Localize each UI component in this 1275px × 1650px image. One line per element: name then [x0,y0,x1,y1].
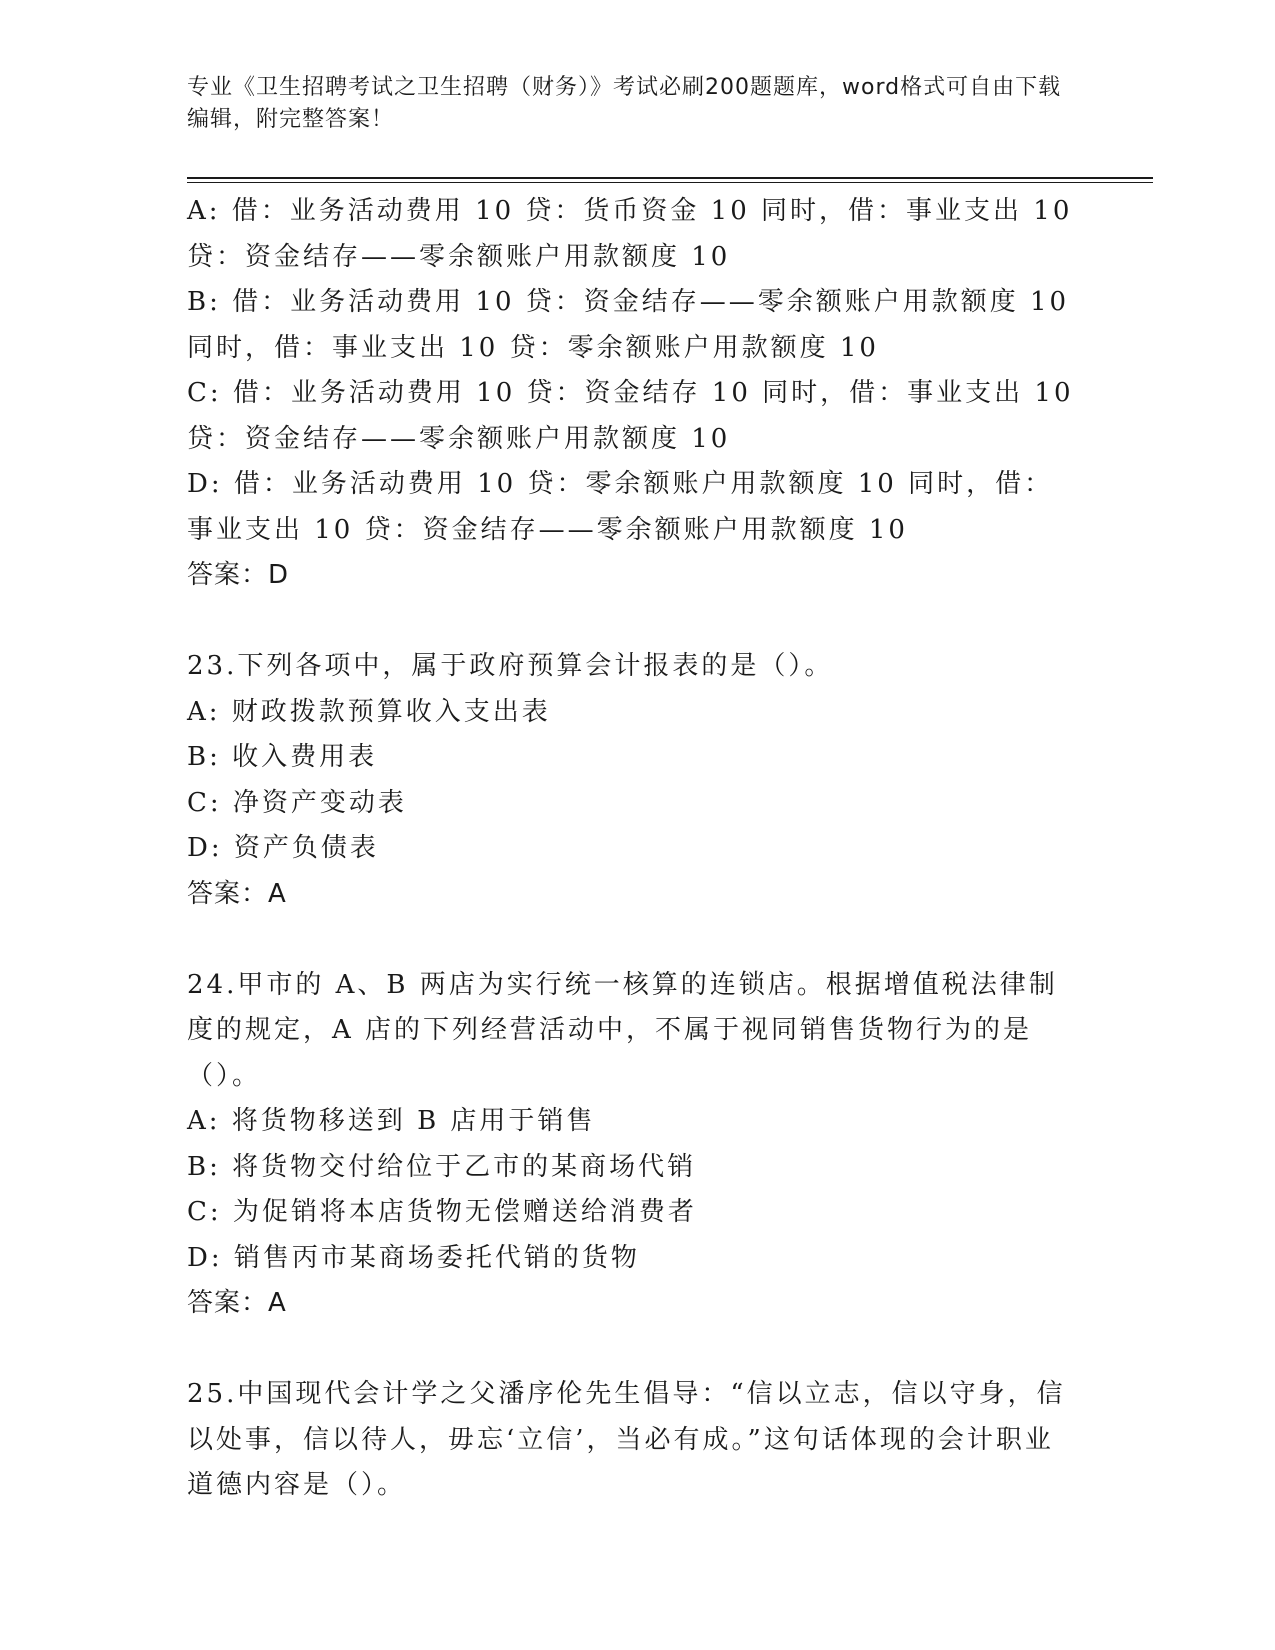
question-22 [187,189,1077,599]
option-c: C: 为促销将本店货物无偿赠送给消费者 [187,1197,697,1227]
question-stem: 23.下列各项中，属于政府预算会计报表的是（）。 [187,651,834,681]
answer: 答案：D [187,560,290,590]
answer: 答案：A [187,878,287,909]
question-stem: 24.甲市的 A、B 两店为实行统一核算的连锁店。根据增值税法律制度的规定，A 店的下列经营活动中，不属于视同销售货物行为的是（）。 [187,969,1058,1091]
option-d: D: 销售丙市某商场委托代销的货物 [187,1242,640,1273]
document-body [187,189,1077,1509]
document-header: 专业《卫生招聘考试之卫生招聘（财务）》考试必刷200题题库，word格式可自由下载编辑，附完整答案！ [187,75,1062,132]
option-b: B: 收入费用表 [187,742,378,772]
option-a: A: 将货物移送到 B 店用于销售 [187,1106,596,1136]
question-25 [187,1372,1077,1509]
question-23 [187,644,1077,917]
header-divider-thin [187,182,1153,183]
question-stem: 25.中国现代会计学之父潘序伦先生倡导：“信以立志，信以守身，信以处事，信以待人，毋忘‘立信’，当必有成。”这句话体现的会计职业道德内容是（）。 [187,1379,1066,1500]
header-divider-thick [187,177,1153,179]
question-24 [187,963,1077,1327]
option-c: C: 净资产变动表 [187,787,407,818]
option-a: A: 借：业务活动费用 10 贷：货币资金 10 同时，借：事业支出 10 贷：资金结存——零余额账户用款额度 10 [187,196,1073,272]
option-d: D: 资产负债表 [187,833,379,863]
option-a: A: 财政拨款预算收入支出表 [187,696,551,727]
option-c: C: 借：业务活动费用 10 贷：资金结存 10 同时，借：事业支出 10 贷：资金结存——零余额账户用款额度 10 [187,378,1074,454]
option-b: B: 借：业务活动费用 10 贷：资金结存——零余额账户用款额度 10 同时，借：事业支出 10 贷：零余额账户用款额度 10 [187,287,1070,363]
option-d: D: 借：业务活动费用 10 贷：零余额账户用款额度 10 同时，借：事业支出 10 贷：资金结存——零余额账户用款额度 10 [187,469,1054,545]
answer: 答案：A [187,1288,287,1318]
option-b: B: 将货物交付给位于乙市的某商场代销 [187,1151,697,1182]
